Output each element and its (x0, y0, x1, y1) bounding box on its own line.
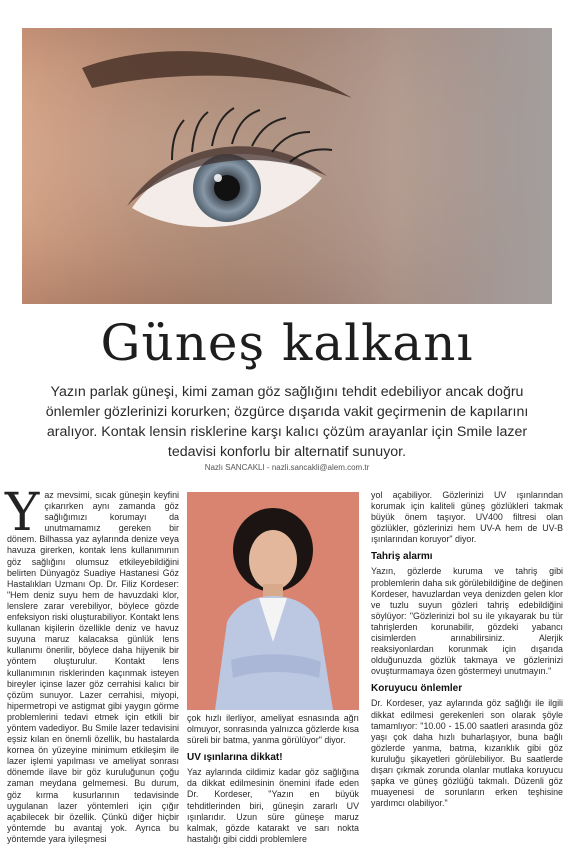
column-2-body-2: Yaz aylarında cildimiz kadar göz sağlığına da dikkat edilmesinin önemini ifade eden Dr. Kordeser, "Yazın en büyük tehditlerinden biri, güneşin zararlı UV ışınlarıdır. Uzun süre güneşe maruz kalmak, gözde katarakt ve sarı nokta hastalığı gibi ciddi problemlere (187, 767, 359, 844)
column-3-body-3: Dr. Kordeser, yaz aylarında göz sağlığı ile ilgili dikkat edilmesi gerekenleri son olarak şöyle tamamlıyor: "10.00 - 15.00 saatleri arasında göz yaşı çok daha hızlı buharlaşıyor, buna bağlı gözlerde yanma, batma, kızarıklık gibi göz kuruluğu şikayetleri görülebiliyor. Bu saatlerde dışarı çıkmak zorunda olanlar mutlaka koruyucu şapka ve güneş gözlüğü takmalı. Düzenli göz muayenesi de sorunların erken teşhisine yardımcı olabiliyor." (371, 698, 563, 809)
article-byline: Nazlı SANCAKLI - nazli.sancakli@alem.com.tr (204, 463, 370, 472)
heading-protective-measures: Koruyucu önlemler (371, 683, 463, 695)
column-2-body-1: çok hızlı ilerliyor, ameliyat esnasında ağrı olmuyor, sonrasında yalnızca gözlerde kısa süreli bir batma, yanma görülüyor" diyor. (187, 713, 359, 746)
article-lead: Yazın parlak güneşi, kimi zaman göz sağlığını tehdit edebiliyor ancak doğru önlemler gözlerinizi korurken; özgürce dışarıda vakit geçirmenin de kapılarını aralıyor. Kontak lensin risklerine karşı kalıcı çözüm arayanlar için Smile lazer tedavisi konforlu bir alternatif sunuyor. (45, 384, 529, 460)
doctor-portrait-photo (187, 492, 359, 710)
column-1 (5, 483, 179, 845)
column-3 (371, 490, 563, 809)
drop-cap: Y (5, 483, 40, 543)
column-1-body: az mevsimi, sıcak güneşin keyfini çıkarırken aynı zamanda göz sağlığımızı korumayı da unutmamamız gereken bir dönem. Bilhassa yaz aylarında denize veya havuza girerken, kontak lens kullanımının göz sağlığını olumsuz etkileyebildiğini belirten Dünyagöz Suadiye Hastanesi Göz Hastalıkları Uzmanı Op. Dr. Filiz Kordeser: "Hem deniz suyu hem de havuzdaki klor, lenslere zarar verebiliyor, böylece gözde enfeksiyon riski oluşturabiliyor. Kontakt lens kullanan kişilerin özellikle deniz ve havuz suyuna maruz kalacaksa günlük lens kullanımı önerilir, böylece daha hijyenik bir yöntem oluşturulur. Kontakt lens kullanımının risklerinden kaçınmak isteyen bireyler içinse lazer göz cerrahisi kalıcı bir çözüm sunuyor. Lazer cerrahisi, miyopi, hipermetropi ve astigmat gibi yaygın görme problemlerini tedavi etmek için etkili bir yöntem vadediyor. Bu Smile lazer tedavisini eşsiz kılan en önemli özellik, bu hastalarda kornea ön yüzeyine minimum etkileşim ile lazer işlemi yapılması ve ameliyat sonrası dönemde ilave bir göz kuruluğunun çoğu zaman meydana gelmemesi. Bu durum, göz kırma kusurlarının tedavisinde uygulanan lazer yöntemleri için çığır açabilecek bir özellik. Çünkü diğer hiçbir yöntemde bu avantaj yok. Ayrıca bu yöntemde yara iyileşmesi (7, 490, 179, 844)
heading-uv: UV ışınlarına dikkat! (187, 752, 283, 764)
hero-eye-photo (22, 28, 552, 304)
article-title: Güneş kalkanı (100, 314, 474, 372)
column-3-body-1: yol açabiliyor. Gözlerinizi UV ışınlarından korumak için kaliteli güneş gözlükleri takmak büyük önem taşıyor. UV400 filtresi olan gözlükler, gözlerinizi hem UV-A hem de UV-B ışınlarından koruyor" diyor. (371, 490, 563, 545)
heading-irritation: Tahriş alarmı (371, 551, 433, 563)
column-3-body-2: Yazın, gözlerde kuruma ve tahriş gibi problemlerin daha sık görülebildiğine de değinen Kordeser, havuzlardan veya denizden gelen klor ve tuzlu suyun gözleri tahriş edebildiğini söylüyor: "Gözlerinizi bol su ile yıkayarak bu tür tahrişlerden korunabilir, gözdeki yabancı cisimlerden arınabilirsiniz. Alerjik reaksiyonlardan korunmak için dışarıda olduğunuzda gözlük takmaya ve gözlerinizi ovuşturmamaya özen göstermeyi unutmayın." (371, 566, 563, 677)
column-2 (187, 713, 359, 845)
